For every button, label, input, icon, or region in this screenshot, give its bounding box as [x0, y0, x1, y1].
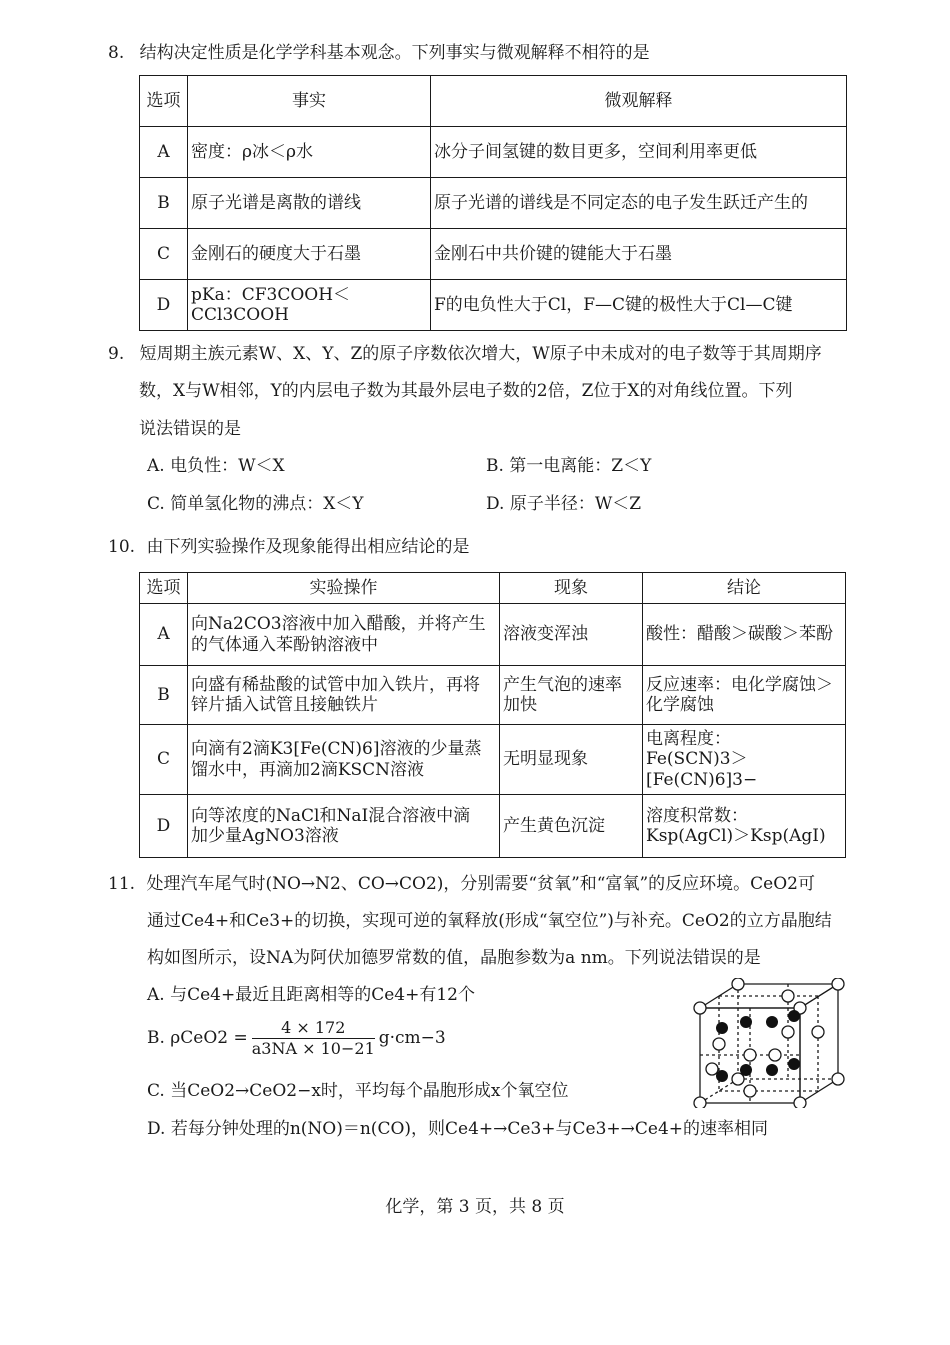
q10-conc-line: 溶度积常数： [646, 805, 748, 826]
table-row [140, 178, 847, 229]
q10-op-line: 向Na2CO3溶液中加入醋酸，并将产生 [191, 614, 486, 635]
ce-atom [832, 1073, 844, 1085]
q10-row-conc [643, 666, 846, 725]
q10-conc-line: 化学腐蚀 [646, 695, 714, 715]
q8-text: 结构决定性质是化学学科基本观念。下列事实与微观解释不相符的是 [139, 43, 650, 63]
page-footer: 化学，第 3 页，共 8 页 [385, 1197, 565, 1217]
q9-number: 9. [108, 344, 125, 364]
ce-atom [744, 1085, 756, 1097]
q10-h-ph: 现象 [500, 573, 643, 604]
q11-option-a: A. 与Ce4+最近且距离相等的Ce4+有12个 [147, 985, 475, 1005]
q10-number: 10. [108, 537, 136, 557]
ce-atom [694, 1002, 706, 1014]
q10-row-conc [643, 795, 846, 858]
q10-row-opt: A [140, 604, 188, 666]
q10-row-op [188, 725, 500, 795]
q10-row-ph [500, 795, 643, 858]
ce-atom [782, 1026, 794, 1038]
q8-row-opt: C [140, 229, 188, 280]
q10-conc-line: 酸性：醋酸＞碳酸＞苯酚 [646, 624, 833, 645]
ce-atom [694, 1097, 706, 1108]
q11-text-2: 通过Ce4+和Ce3+的切换，实现可逆的氧释放(形成“氧空位”)与补充。CeO2的立方晶胞结 [147, 911, 832, 931]
q11-density-unit: g·cm−3 [378, 1028, 446, 1048]
q10-op-line: 向滴有2滴K3[Fe(CN)6]溶液的少量蒸 [191, 739, 482, 760]
ce-atom [832, 978, 844, 990]
q9-option-d: D. 原子半径：W＜Z [486, 494, 642, 514]
q10-row-op [188, 795, 500, 858]
q10-op-line: 加少量AgNO3溶液 [191, 826, 339, 846]
q11-line1 [108, 876, 815, 893]
q9-line1 [108, 346, 822, 363]
ce-atom [812, 1026, 824, 1038]
q10-row-opt: D [140, 795, 188, 858]
q8-number: 8. [108, 43, 125, 63]
q8-row-fact: 金刚石的硬度大于石墨 [188, 229, 431, 280]
q9-option-b: B. 第一电离能：Z＜Y [486, 456, 652, 476]
q10-conc-line: Fe(SCN)3＞[Fe(CN)6]3− [646, 749, 758, 790]
q11-text-1: 处理汽车尾气时(NO→N2、CO→CO2)，分别需要“贫氧”和“富氧”的反应环境。CeO2可 [146, 874, 815, 894]
q10-conc-line: 电离程度： [646, 728, 731, 749]
q10-stem [108, 539, 469, 556]
q10-row-ph [500, 666, 643, 725]
q10-op-line: 向等浓度的NaCl和NaI混合溶液中滴 [191, 805, 471, 826]
q8-row-opt: B [140, 178, 188, 229]
q11-option-d: D. 若每分钟处理的n(NO)＝n(CO)，则Ce4+→Ce3+与Ce3+→Ce4+的速率相同 [147, 1119, 769, 1139]
q9-text-1: 短周期主族元素W、X、Y、Z的原子序数依次增大，W原子中未成对的电子数等于其周期序 [139, 344, 822, 364]
q10-header-row [140, 573, 846, 604]
q10-ph-line: 产生黄色沉淀 [503, 815, 605, 836]
q9-text-3: 说法错误的是 [139, 419, 241, 439]
q8-row-expl: 冰分子间氢键的数目更多，空间利用率更低 [431, 127, 847, 178]
q8-row-expl: 金刚石中共价键的键能大于石墨 [431, 229, 847, 280]
q8-h-expl: 微观解释 [431, 76, 847, 127]
fraction-numerator: 4 × 172 [252, 1020, 375, 1039]
q10-row-op [188, 604, 500, 666]
table-row [140, 795, 846, 858]
q11-option-b-label: B. ρCeO2 = [147, 1028, 248, 1048]
q10-op-line: 向盛有稀盐酸的试管中加入铁片，再将 [191, 674, 480, 695]
o-atom [716, 1022, 728, 1034]
fraction-denominator: a3NA × 10−21 [251, 1039, 375, 1058]
q9-option-c: C. 简单氢化物的沸点：X＜Y [147, 494, 364, 514]
o-atom [788, 1058, 800, 1070]
q10-conc-line: 反应速率：电化学腐蚀＞ [646, 674, 833, 695]
ce-atom [744, 1049, 756, 1061]
table-row [140, 725, 846, 795]
q10-ph-line: 产生气泡的速率 [503, 674, 622, 695]
q8-row-opt: D [140, 280, 188, 331]
q10-row-opt: B [140, 666, 188, 725]
q10-text: 由下列实验操作及现象能得出相应结论的是 [146, 537, 470, 557]
q8-row-fact: 密度：ρ冰＜ρ水 [188, 127, 431, 178]
o-atom [740, 1016, 752, 1028]
q8-table [139, 75, 847, 331]
q10-op-line: 的气体通入苯酚钠溶液中 [191, 634, 378, 655]
table-row [140, 604, 846, 666]
q10-ph-line: 溶液变浑浊 [503, 624, 588, 645]
q10-row-op [188, 666, 500, 725]
o-atom [788, 1010, 800, 1022]
q8-row-expl: 原子光谱的谱线是不同定态的电子发生跃迁产生的 [431, 178, 847, 229]
q10-row-conc [643, 725, 846, 795]
q9-option-a: A. 电负性：W＜X [147, 456, 285, 476]
q8-row-fact: pKa：CF3COOH＜CCl3COOH [188, 280, 431, 331]
q8-header-row [140, 76, 847, 127]
q10-row-ph [500, 604, 643, 666]
q11-option-b [147, 1020, 446, 1057]
table-row [140, 666, 846, 725]
ce-atom [769, 1049, 781, 1061]
q10-ph-line: 加快 [503, 695, 537, 715]
q10-row-opt: C [140, 725, 188, 795]
q10-op-line: 锌片插入试管且接触铁片 [191, 695, 378, 715]
ce-atom [732, 978, 744, 990]
ce-atom [782, 990, 794, 1002]
q8-row-opt: A [140, 127, 188, 178]
q11-text-3: 构如图所示，设NA为阿伏加德罗常数的值，晶胞参数为a nm。下列说法错误的是 [147, 948, 761, 968]
q10-table [139, 572, 846, 858]
o-atom [716, 1070, 728, 1082]
q10-h-opt: 选项 [140, 573, 188, 604]
q10-ph-line: 无明显现象 [503, 749, 588, 770]
q8-h-opt: 选项 [140, 76, 188, 127]
ce-atom [794, 1097, 806, 1108]
q10-conc-line: Ksp(AgCl)＞Ksp(AgI) [646, 826, 826, 846]
q10-row-conc [643, 604, 846, 666]
q8-stem [108, 45, 650, 62]
ce-atom [732, 1073, 744, 1085]
o-atom [740, 1064, 752, 1076]
ceo2-unit-cell-figure [690, 978, 850, 1108]
q11-option-c: C. 当CeO2→CeO2−x时，平均每个晶胞形成x个氧空位 [147, 1081, 569, 1101]
q10-h-op: 实验操作 [188, 573, 500, 604]
table-row [140, 280, 847, 331]
ce-atom [706, 1063, 718, 1075]
o-atom [766, 1064, 778, 1076]
q8-row-expl: F的电负性大于Cl，F—C键的极性大于Cl—C键 [431, 280, 847, 331]
q11-number: 11. [108, 874, 136, 894]
ce-atom [713, 1038, 725, 1050]
o-atom [766, 1016, 778, 1028]
q11-density-fraction [252, 1020, 375, 1057]
table-row [140, 127, 847, 178]
q9-text-2: 数，X与W相邻，Y的内层电子数为其最外层电子数的2倍，Z位于X的对角线位置。下列 [139, 381, 793, 401]
q10-h-conc: 结论 [643, 573, 846, 604]
q8-h-fact: 事实 [188, 76, 431, 127]
q8-row-fact: 原子光谱是离散的谱线 [188, 178, 431, 229]
q10-op-line: 馏水中，再滴加2滴KSCN溶液 [191, 759, 425, 780]
q10-row-ph [500, 725, 643, 795]
table-row [140, 229, 847, 280]
